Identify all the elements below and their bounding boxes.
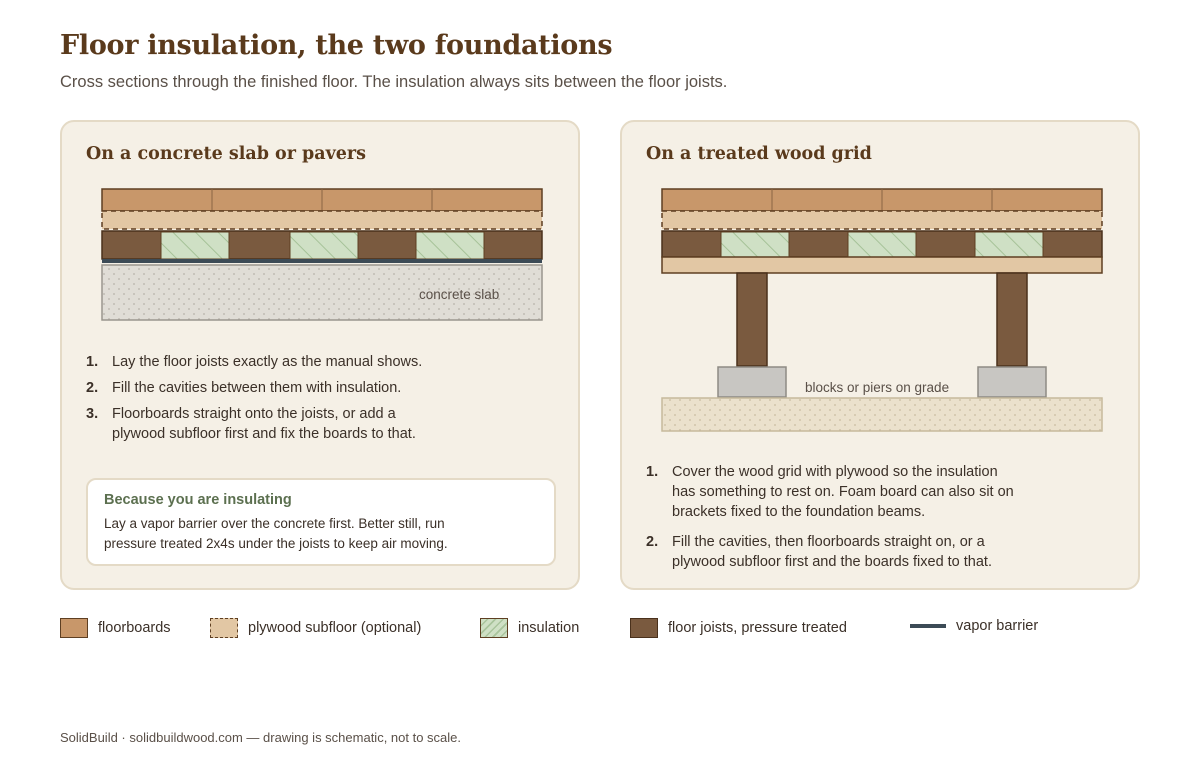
post-right [997, 273, 1027, 366]
slab-panel-title: On a concrete slab or pavers [86, 144, 366, 164]
legend-item-plywood: plywood subfloor (optional) [210, 618, 421, 638]
wood-grid-panel-title: On a treated wood grid [646, 144, 872, 164]
insulating-note [86, 478, 556, 566]
list-item: 2. Fill the cavities between them with insulation. [86, 380, 402, 396]
plywood-subfloor-layer [662, 211, 1102, 229]
note-text: Lay a vapor barrier over the concrete first. Better still, run pressure treated 2x4s under the joists to keep air moving. [104, 516, 448, 551]
pier-block-right [978, 367, 1046, 397]
slab-foundation-panel [60, 120, 580, 590]
ground-grade [662, 398, 1102, 431]
floorboards-layer [102, 189, 542, 211]
blocks-piers-label: blocks or piers on grade [805, 380, 950, 395]
list-item: 2. Fill the cavities, then floorboards straight on, or a plywood subfloor first and the boards fixed to that. [646, 534, 992, 570]
slab-steps-list [86, 352, 422, 450]
slab-cross-section-diagram [62, 122, 582, 342]
floorboards-layer [662, 189, 1102, 211]
footer-credit: SolidBuild · solidbuildwood.com — drawing is schematic, not to scale. [60, 730, 462, 745]
wood-grid-steps-list [646, 462, 1014, 582]
pier-block-left [718, 367, 786, 397]
list-item: 1. Lay the floor joists exactly as the manual shows. [86, 354, 423, 370]
legend [60, 618, 1140, 640]
list-item: 3. Floorboards straight onto the joists, or add a plywood subfloor first and fix the boards to that. [86, 406, 416, 442]
legend-item-joists: floor joists, pressure treated [630, 618, 847, 638]
post-left [737, 273, 767, 366]
plywood-subfloor-layer [102, 211, 542, 229]
page-subtitle: Cross sections through the finished floor. The insulation always sits between the floor joists. [60, 73, 728, 91]
floorboards-swatch-icon [60, 618, 88, 638]
joist-insulation-layer [102, 231, 542, 259]
vapor-barrier-line-icon [910, 624, 946, 628]
vapor-barrier-line [102, 259, 542, 263]
note-title: Because you are insulating [104, 492, 292, 508]
legend-item-floorboards: floorboards [60, 618, 171, 638]
list-item: 1. Cover the wood grid with plywood so the insulation has something to rest on. Foam board can also sit on brackets fixed to the foundation beams. [646, 464, 1014, 520]
joist-insulation-layer [662, 231, 1102, 257]
wood-grid-foundation-panel [620, 120, 1140, 590]
concrete-slab-label: concrete slab [419, 287, 500, 302]
plywood-swatch-icon [210, 618, 238, 638]
page-title: Floor insulation, the two foundations [60, 30, 613, 61]
joist-swatch-icon [630, 618, 658, 638]
wood-grid-cross-section-diagram [622, 122, 1142, 442]
insulation-swatch-icon [480, 618, 508, 638]
support-plywood-layer [662, 257, 1102, 273]
legend-item-vapor-barrier: vapor barrier [910, 618, 1038, 634]
legend-item-insulation: insulation [480, 618, 579, 638]
